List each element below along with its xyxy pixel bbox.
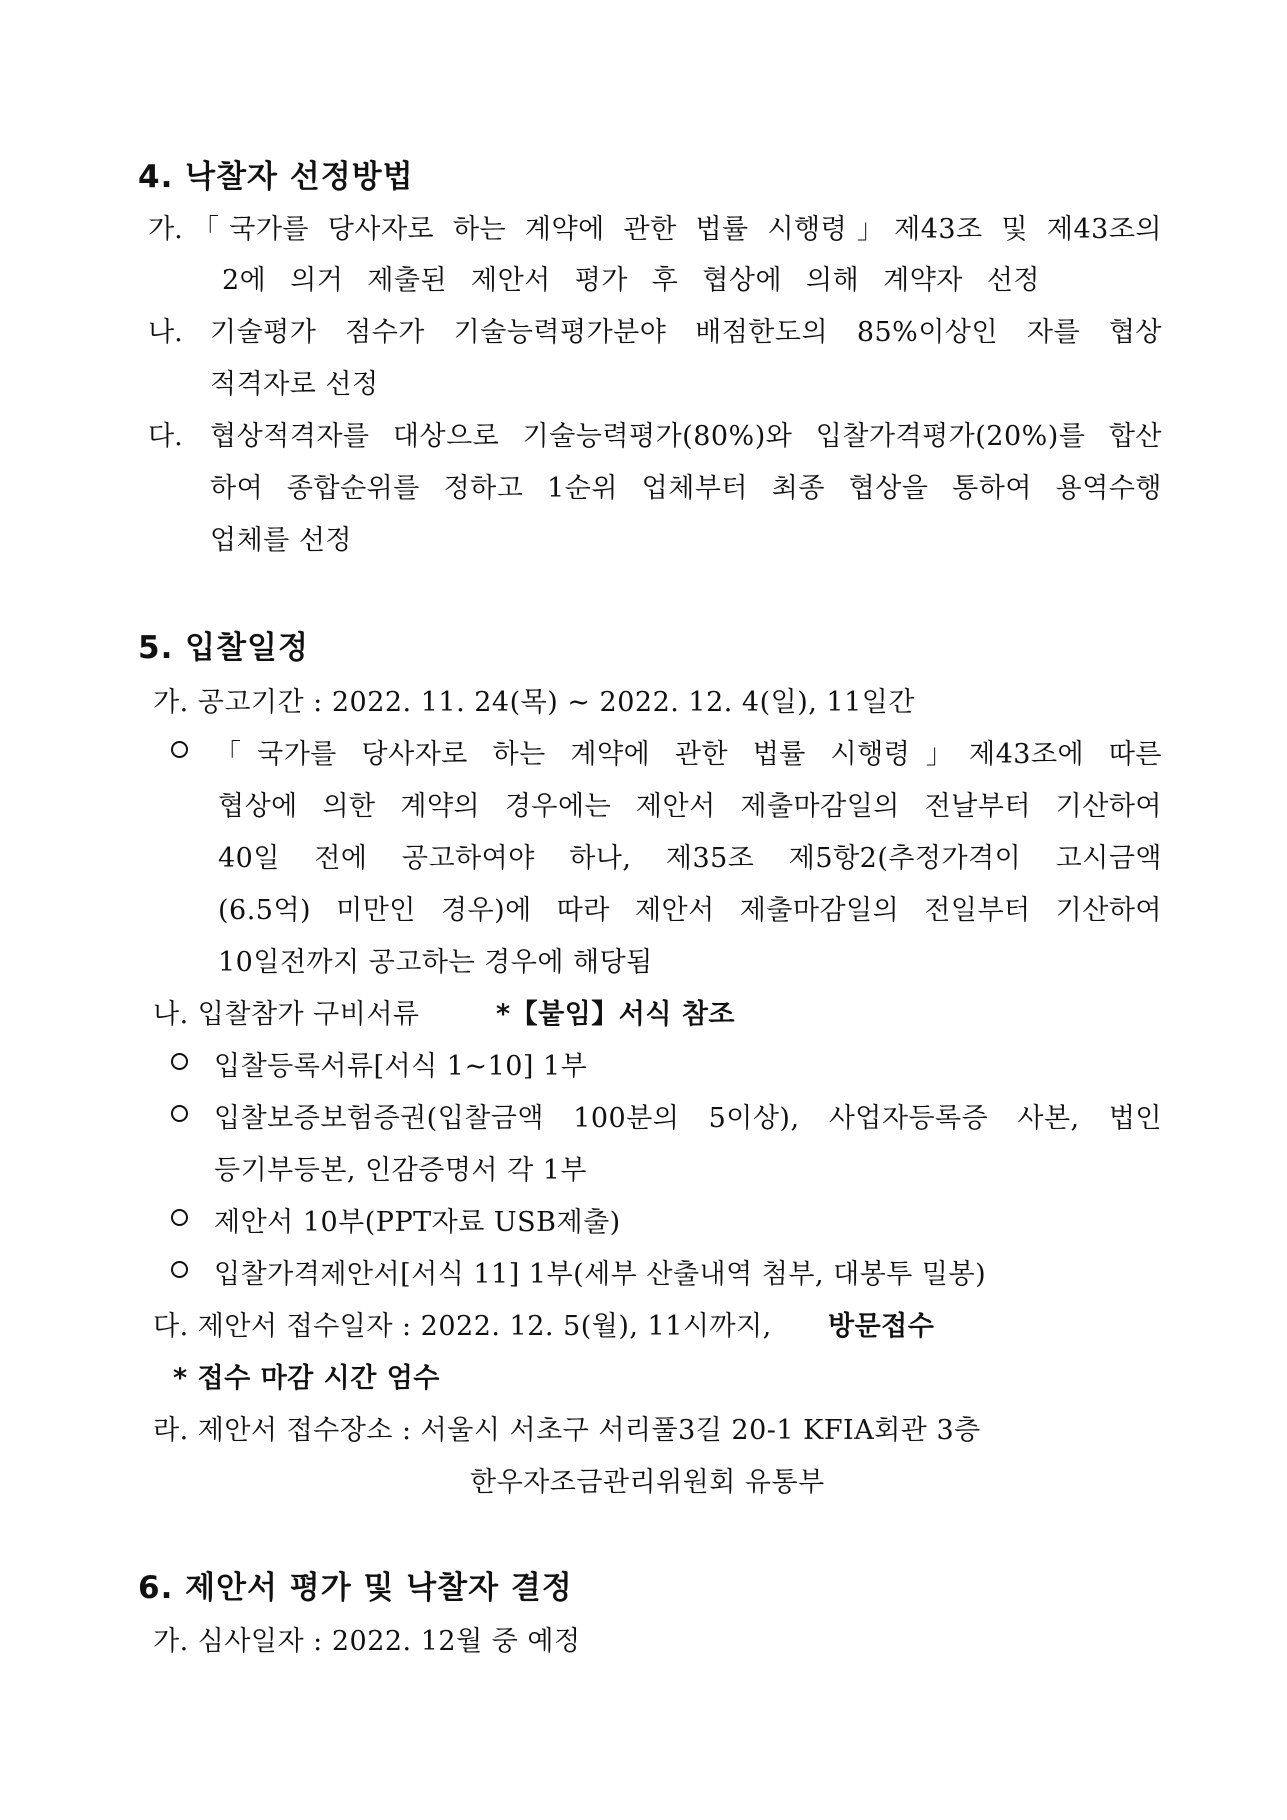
s4-na-line1: 기술평가 점수가 기술능력평가분야 배점한도의 85%이상인 자를 협상 (210, 317, 1162, 348)
bullet-circle-icon (171, 1053, 188, 1070)
section-4-title: 4. 낙찰자 선정방법 (138, 159, 414, 195)
s5-na-item-4: 입찰가격제안서[서식 11] 1부(세부 산출내역 첨부, 대봉투 밀봉) (214, 1259, 987, 1290)
s5-na-item-2-cont: 등기부등본, 인감증명서 각 1부 (214, 1155, 587, 1186)
s5-na-line: 나. 입찰참가 구비서류 (153, 999, 420, 1030)
s5-da-bold: 방문접수 (828, 1311, 935, 1342)
bullet-circle-icon (171, 741, 188, 758)
s5-na-item-3: 제안서 10부(PPT자료 USB제출) (214, 1207, 621, 1238)
s5-ga-bullet-line3: 40일 전에 공고하여야 하나, 제35조 제5항2(추정가격이 고시금액 (218, 843, 1162, 874)
s5-da-note: * 접수 마감 시간 엄수 (173, 1363, 440, 1394)
s5-ga-bullet-line2: 협상에 의한 계약의 경우에는 제안서 제출마감일의 전날부터 기산하여 (218, 791, 1162, 822)
section-6-title: 6. 제안서 평가 및 낙찰자 결정 (138, 1570, 573, 1606)
bullet-circle-icon (171, 1209, 188, 1226)
bullet-circle-icon (171, 1261, 188, 1278)
s5-ra-line2: 한우자조금관리위원회 유통부 (470, 1467, 825, 1498)
s4-ga-line2: 2에 의거 제출된 제안서 평가 후 협상에 의해 계약자 선정 (222, 265, 1040, 296)
s4-ga-label: 가. (148, 214, 183, 245)
s5-ga-line: 가. 공고기간 : 2022. 11. 24(목) ~ 2022. 12. 4(일), 11일간 (153, 687, 915, 718)
s4-na-label: 나. (148, 317, 183, 348)
s5-ra-line: 라. 제안서 접수장소 : 서울시 서초구 서리풀3길 20-1 KFIA회관 3층 (153, 1415, 981, 1446)
s4-ga-line1: 「국가를 당사자로 하는 계약에 관한 법률 시행령」제43조 및 제43조의 (192, 214, 1162, 245)
bullet-circle-icon (171, 1105, 188, 1122)
section-5-title: 5. 입찰일정 (138, 630, 309, 666)
s5-na-note: *【붙임】서식 참조 (496, 999, 736, 1030)
s4-na-line2: 적격자로 선정 (210, 369, 379, 400)
s6-ga-line: 가. 심사일자 : 2022. 12월 중 예정 (153, 1626, 581, 1657)
s5-ga-bullet-line4: (6.5억) 미만인 경우)에 따라 제안서 제출마감일의 전일부터 기산하여 (218, 895, 1162, 926)
s5-da-line: 다. 제안서 접수일자 : 2022. 12. 5(월), 11시까지, (153, 1311, 772, 1342)
s5-na-item-2: 입찰보증보험증권(입찰금액 100분의 5이상), 사업자등록증 사본, 법인 (214, 1103, 1162, 1134)
s5-na-item-1: 입찰등록서류[서식 1~10] 1부 (214, 1051, 588, 1082)
s4-da-label: 다. (148, 421, 183, 452)
s4-da-line2: 하여 종합순위를 정하고 1순위 업체부터 최종 협상을 통하여 용역수행 (210, 473, 1162, 504)
s4-da-line3: 업체를 선정 (210, 525, 352, 556)
s5-ga-bullet-line1: 「국가를 당사자로 하는 계약에 관한 법률 시행령」제43조에 따른 (214, 739, 1162, 770)
s4-da-line1: 협상적격자를 대상으로 기술능력평가(80%)와 입찰가격평가(20%)를 합산 (210, 421, 1162, 452)
s5-ga-bullet-line5: 10일전까지 공고하는 경우에 해당됨 (218, 947, 653, 978)
